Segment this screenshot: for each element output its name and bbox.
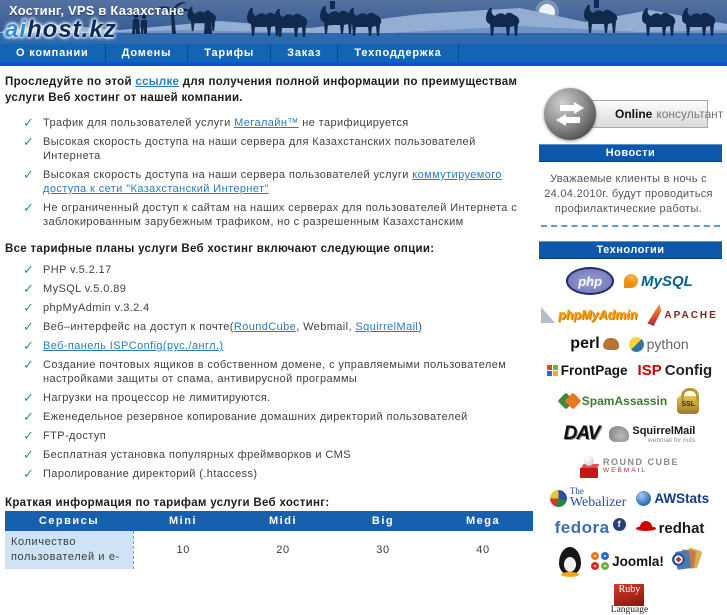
col-header-big: Big	[333, 511, 433, 531]
cube-icon	[580, 460, 600, 478]
list-item	[23, 282, 530, 296]
online-consultant-button[interactable]	[542, 88, 724, 144]
gallery-logo	[674, 549, 700, 573]
check-icon: ✓	[23, 319, 35, 334]
check-icon: ✓	[23, 300, 35, 315]
redhat-logo	[636, 520, 705, 537]
mysql-logo-text: MySQL	[641, 272, 693, 290]
list-item	[23, 320, 530, 334]
ispconfig-logo-text: Config	[664, 362, 713, 379]
options-heading: Все тарифные планы услуги Веб хостинг включают следующие опции:	[5, 243, 435, 255]
globe-icon	[636, 491, 651, 506]
ruby-logo-subtext: Language	[610, 605, 649, 615]
joomla-logo	[591, 552, 664, 570]
table-row	[5, 531, 533, 569]
item-text: , Webmail,	[296, 321, 356, 333]
col-header-services: Сервисы	[5, 511, 133, 531]
camel-rider	[594, 0, 599, 8]
item-text: Не ограниченный доступ к сайтам на наших серверах для пользователей Интернета с заблокированным зарубежным трафиком, но с разрешенным Казахстанским	[43, 202, 518, 228]
check-icon: ✓	[23, 428, 35, 443]
list-item	[23, 358, 530, 386]
check-icon: ✓	[23, 357, 35, 372]
sailboat-icon	[541, 307, 555, 323]
spamassassin-logo-text: SpamAssassin	[581, 394, 668, 408]
check-icon: ✓	[23, 390, 35, 405]
nav-item-tariffs[interactable]: Тарифы	[188, 44, 271, 62]
apache-logo-text: APACHE	[664, 309, 718, 321]
benefits-list	[23, 116, 530, 229]
intro-paragraph	[5, 74, 530, 106]
nav-item-company[interactable]: О компании	[0, 44, 106, 62]
dialup-link[interactable]: коммутируемого доступа к сети "Казахстанский Интернет"	[43, 169, 502, 195]
mysql-dolphin-icon	[624, 274, 638, 288]
tariff-table-heading: Краткая информация по тарифам услуги Веб хостинг:	[5, 497, 330, 509]
roundcube-logo-subtext: WEBMAIL	[602, 467, 647, 474]
list-item	[23, 135, 530, 163]
col-header-midi: Midi	[233, 511, 333, 531]
item-text: не тарифицируется	[298, 117, 409, 129]
python-logo-text: python	[646, 336, 689, 352]
check-icon: ✓	[23, 134, 35, 149]
webalizer-logo	[550, 487, 626, 509]
frontpage-logo	[547, 363, 628, 378]
spamassassin-logo	[560, 394, 667, 408]
phpmyadmin-logo-text: phpMyAdmin	[558, 308, 638, 322]
news-text: Уважаемые клиенты в ночь с 24.04.2010г. будут проводиться профилактические работы.	[544, 173, 713, 215]
item-text: phpMyAdmin v.3.2.4	[43, 302, 150, 314]
list-item	[23, 467, 530, 481]
microsoft-icon	[547, 365, 558, 376]
squirrel-icon	[609, 426, 629, 442]
python-snakes-icon	[629, 337, 644, 352]
mysql-logo	[624, 273, 693, 290]
redhat-logo-text: redhat	[658, 519, 705, 537]
list-item	[23, 429, 530, 443]
linux-tux-logo	[559, 547, 581, 575]
site-tagline: Хостинг, VPS в Казахстане	[9, 3, 185, 18]
item-text: Еженедельное резервное копирование домашних директорий пользователей	[43, 411, 468, 423]
value-midi: 20	[276, 544, 290, 556]
check-icon: ✓	[23, 409, 35, 424]
ispconfig-logo-text-red: ISP	[637, 362, 662, 379]
item-text: Паролирование директорий (.htaccess)	[43, 468, 258, 480]
squirrelmail-logo	[609, 425, 695, 444]
item-text: PHP v.5.2.17	[43, 264, 112, 276]
roundcube-logo	[580, 454, 679, 478]
perl-logo-text: perl	[570, 335, 600, 352]
check-icon: ✓	[23, 338, 35, 353]
awstats-logo-text: AWStats	[654, 490, 710, 506]
ispconfig-link[interactable]: Веб-панель ISPConfig(рус./англ.)	[43, 340, 224, 352]
list-item	[23, 168, 530, 196]
check-icon: ✓	[23, 167, 35, 182]
list-item	[23, 263, 530, 277]
awstats-logo	[636, 491, 709, 506]
phpmyadmin-logo	[541, 307, 637, 323]
penguin-icon	[559, 547, 581, 575]
list-item	[23, 391, 530, 405]
nav-item-order[interactable]: Заказ	[271, 44, 338, 62]
ruby-logo-text: Ruby	[614, 584, 644, 606]
list-item	[23, 116, 530, 130]
sidebar	[534, 66, 722, 615]
main-nav	[0, 44, 727, 62]
list-item	[23, 301, 530, 315]
squirrelmail-link[interactable]: SquirrelMail	[355, 321, 419, 333]
squirrelmail-logo-text: SquirrelMail	[632, 424, 696, 437]
joomla-logo-text: Joomla!	[612, 553, 664, 569]
options-list	[23, 263, 530, 481]
webalizer-logo-pretext: The	[569, 486, 584, 496]
intro-link[interactable]: ссылке	[135, 76, 180, 88]
item-text: Нагрузки на процессор не лимитируются.	[43, 392, 271, 404]
online-consultant-icon[interactable]	[544, 88, 596, 140]
list-item	[23, 448, 530, 462]
check-icon: ✓	[23, 447, 35, 462]
value-mega: 40	[476, 544, 490, 556]
site-logo[interactable]	[5, 16, 117, 44]
col-header-mega: Mega	[433, 511, 533, 531]
apache-logo	[647, 304, 717, 326]
list-item	[23, 410, 530, 424]
online-label-bold: Online	[615, 107, 653, 121]
fedora-logo	[555, 518, 626, 538]
ssl-logo	[677, 388, 699, 414]
nav-item-domains[interactable]: Домены	[106, 44, 189, 62]
check-icon: ✓	[23, 466, 35, 481]
webalizer-logo-text: Webalizer	[569, 495, 627, 510]
check-icon: ✓	[23, 115, 35, 130]
logo-prefix: ai	[5, 16, 28, 43]
item-text: )	[418, 321, 423, 333]
squirrelmail-logo-subtext: webmail for nuts	[648, 436, 696, 444]
value-mini: 10	[176, 544, 190, 556]
check-icon: ✓	[23, 200, 35, 215]
exchange-arrows-icon	[554, 102, 586, 126]
tariff-table	[5, 511, 533, 569]
intro-text: для получения полной информации по преимуществам услуги Веб хостинг от нашей компании.	[5, 76, 518, 104]
php-logo-text: php	[566, 267, 614, 295]
dashed-divider	[541, 225, 720, 227]
php-logo	[566, 267, 614, 295]
dav-logo-text: DAV	[563, 423, 600, 444]
news-header: Новости	[539, 144, 722, 162]
list-item	[23, 201, 530, 229]
frontpage-logo-text: FrontPage	[560, 363, 628, 378]
fedora-f-icon: f	[613, 518, 626, 531]
col-header-mini: Mini	[133, 511, 233, 531]
megaline-link[interactable]: Мегалайн™	[234, 117, 299, 129]
technologies-header: Технологии	[539, 241, 722, 259]
ispconfig-logo	[638, 362, 713, 379]
perl-logo	[570, 335, 618, 353]
item-text: Веб–интерфейс на доступ к почте(	[43, 321, 234, 333]
check-icon: ✓	[23, 262, 35, 277]
item-text: Высокая скорость доступа на наши сервера для Казахстанских пользователей Интернета	[43, 136, 476, 162]
fedora-logo-text: fedora	[554, 518, 610, 537]
camel-icon	[603, 338, 619, 350]
item-text: MySQL v.5.0.89	[43, 283, 127, 295]
table-header-row	[5, 511, 533, 531]
roundcube-link[interactable]: RoundCube	[233, 321, 297, 333]
list-item	[23, 339, 530, 353]
item-text: Создание почтовых ящиков в собственном домене, с управляемыми пользователем настройками защиты от спама, антивирусной программы	[43, 359, 507, 385]
python-logo	[629, 336, 689, 352]
nav-item-support[interactable]: Техподдержка	[338, 44, 458, 62]
header-banner	[0, 0, 727, 44]
padlock-icon: SSL	[677, 396, 699, 414]
ruby-logo	[611, 584, 648, 615]
dav-logo	[564, 423, 600, 445]
roundcube-logo-text: ROUND CUBE	[602, 457, 679, 467]
value-big: 30	[376, 544, 390, 556]
photo-fan-icon	[674, 549, 700, 573]
pie-chart-icon	[550, 490, 567, 507]
item-text: FTP-доступ	[43, 430, 107, 442]
logo-suffix: host.kz	[27, 16, 117, 43]
camel-rider	[330, 1, 335, 9]
red-hat-icon	[636, 521, 656, 533]
intro-text: Проследуйте по этой	[5, 76, 136, 88]
joomla-star-icon	[591, 552, 609, 570]
feather-icon	[647, 304, 661, 326]
online-label: консультант	[656, 107, 724, 121]
item-text: Бесплатная установка популярных фреймворков и CMS	[43, 449, 351, 461]
main-content	[0, 66, 534, 569]
service-label: Количество пользователей и е-	[5, 531, 133, 569]
item-text: Трафик для пользователей услуги	[43, 117, 235, 129]
check-icon: ✓	[23, 281, 35, 296]
technology-logos	[539, 259, 722, 615]
item-text: Высокая скорость доступа на наши сервера пользователей услуги	[43, 169, 413, 181]
